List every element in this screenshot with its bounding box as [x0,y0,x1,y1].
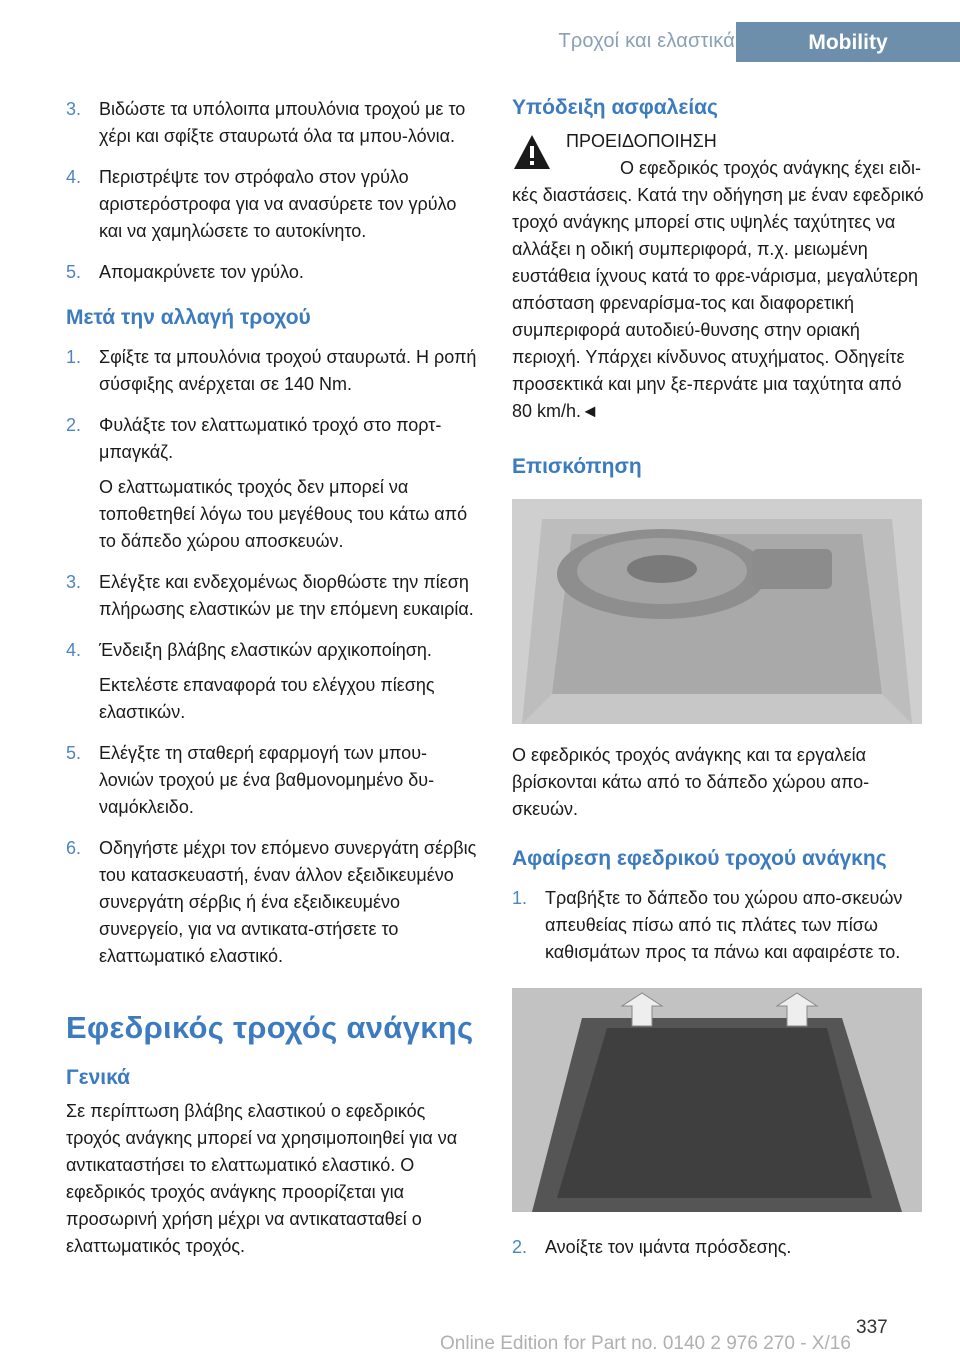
steps-list-a [66,96,480,286]
list-item [512,885,924,966]
spare-wheel-heading: Εφεδρικός τροχός ανάγκης [66,1010,474,1045]
overview-caption: Ο εφεδρικός τροχός ανάγκης και τα εργαλεία βρίσκονται κάτω από το δάπεδο χώρου απο‐σκευών. [512,745,870,819]
warning-block [512,128,924,425]
list-item [66,637,480,726]
step-number: 1. [66,347,82,367]
step-number: 2. [66,415,82,435]
step-subtext: Εκτελέστε επαναφορά του ελέγχου πίεσης ελαστικών. [99,675,435,722]
step-text: Απομακρύνετε τον γρύλο. [99,262,304,282]
overview-heading: Επισκόπηση [512,455,642,478]
step-number: 6. [66,838,82,858]
list-item [512,1234,924,1261]
step-subtext: Ο ελαττωματικός τροχός δεν μπορεί να τοποθετηθεί λόγω του μεγέθους του κάτω από το δάπεδο χώρου αποσκευών. [99,477,468,551]
list-item [66,164,480,245]
warning-label: ΠΡΟΕΙΔΟΠΟΙΗΣΗ [566,131,717,151]
step-number: 5. [66,743,82,763]
list-item [66,569,480,623]
safety-heading: Υπόδειξη ασφαλείας [512,96,718,119]
step-text: Ένδειξη βλάβης ελαστικών αρχικοποίηση. [99,640,432,660]
right-column [512,96,924,1275]
warning-text: Ο εφεδρικός τροχός ανάγκης έχει ειδι‐κές διαστάσεις. Κατά την οδήγηση με έναν εφεδρικό τροχό ανάγκης μπορεί στις υψηλές ταχύτητες να αλλάξει η οδική συμπεριφορά, π.χ. μειωμένη ευστάθεια ίχνους κατά το φρε‐νάρισμα, μεγαλύτερη απόσταση φρεναρίσμα‐τος και διαφορετική συμπεριφορά αυτοδιεύ‐θυνσης στην οριακή περιοχή. Υπάρχει κίνδυνος ατυχήματος. Οδηγείτε προσεκτικά και μην ξε‐περνάτε μια ταχύτητα από 80 km/h.◄ [512,158,924,421]
step-number: 4. [66,640,82,660]
general-heading: Γενικά [66,1066,131,1089]
step-number: 5. [66,262,82,282]
list-item [66,412,480,555]
step-text: Περιστρέψτε τον στρόφαλο στον γρύλο αριστερόστροφα για να ανασύρετε τον γρύλο και να χαμηλώσετε το αυτοκίνητο. [99,167,457,241]
step-number: 4. [66,167,82,187]
header-chapter-tab: Mobility [736,22,960,62]
step-text: Βιδώστε τα υπόλοιπα μπουλόνια τροχού με το χέρι και σφίξτε σταυρωτά όλα τα μπου‐λόνια. [99,99,466,146]
list-item [66,344,480,398]
list-item [66,835,480,970]
removal-heading: Αφαίρεση εφεδρικού τροχού ανάγκης [512,847,887,870]
step-number: 3. [66,99,82,119]
step-number: 3. [66,572,82,592]
page-number: 337 [856,1317,888,1338]
trunk-floor-photo [512,988,922,1212]
step-text: Φυλάξτε τον ελαττωματικό τροχό στο πορτ-μπαγκάζ. [99,415,442,462]
header-section-title: Τροχοί και ελαστικά [558,30,735,52]
list-item [66,259,480,286]
step-number: 1. [512,888,528,908]
step-text: Σφίξτε τα μπουλόνια τροχού σταυρωτά. Η ροπή σύσφιξης ανέρχεται σε 140 Nm. [99,347,477,394]
step-text: Ελέγξτε και ενδεχομένως διορθώστε την πίεση πλήρωσης ελαστικών με την επόμενη ευκαιρία. [99,572,474,619]
step-text: Οδηγήστε μέχρι τον επόμενο συνεργάτη σέρβις του κατασκευαστή, έναν άλλον εξειδικευμένο συνεργάτη σέρβις ή ένα εξειδικευμένο συνεργείο, για να αντικατα‐στήσετε το ελαττωματικό ελαστικό. [99,838,477,966]
list-item [66,740,480,821]
removal-steps-2 [512,1234,924,1261]
after-change-heading: Μετά την αλλαγή τροχού [66,306,311,329]
step-text: Ελέγξτε τη σταθερή εφαρμογή των μπου‐λονιών τροχού με ένα βαθμονομημένο δυ‐ναμόκλειδο. [99,743,435,817]
warning-triangle-icon [512,132,552,172]
spare-wheel-photo [512,499,922,724]
page-header [0,0,960,62]
footer-edition: Online Edition for Part no. 0140 2 976 270 - X/16 [440,1333,851,1354]
general-paragraph: Σε περίπτωση βλάβης ελαστικού ο εφεδρικός τροχός ανάγκης μπορεί να χρησιμοποιηθεί για να αντικαταστήσει το ελαττωματικό ελαστικό. Ο εφεδρικός τροχός ανάγκης προορίζεται για προσωρινή χρήση μέχρι να αντικατασταθεί ο ελαττωματικός τροχός. [66,1101,458,1256]
step-number: 2. [512,1237,528,1257]
list-item [66,96,480,150]
step-text: Ανοίξτε τον ιμάντα πρόσδεσης. [545,1237,792,1257]
removal-steps-1 [512,885,924,966]
left-column [66,96,480,1260]
step-text: Τραβήξτε το δάπεδο του χώρου απο‐σκευών απευθείας πίσω από τις πλάτες των πίσω καθισμάτων προς τα πάνω και αφαιρέστε το. [545,888,903,962]
steps-list-b [66,344,480,970]
